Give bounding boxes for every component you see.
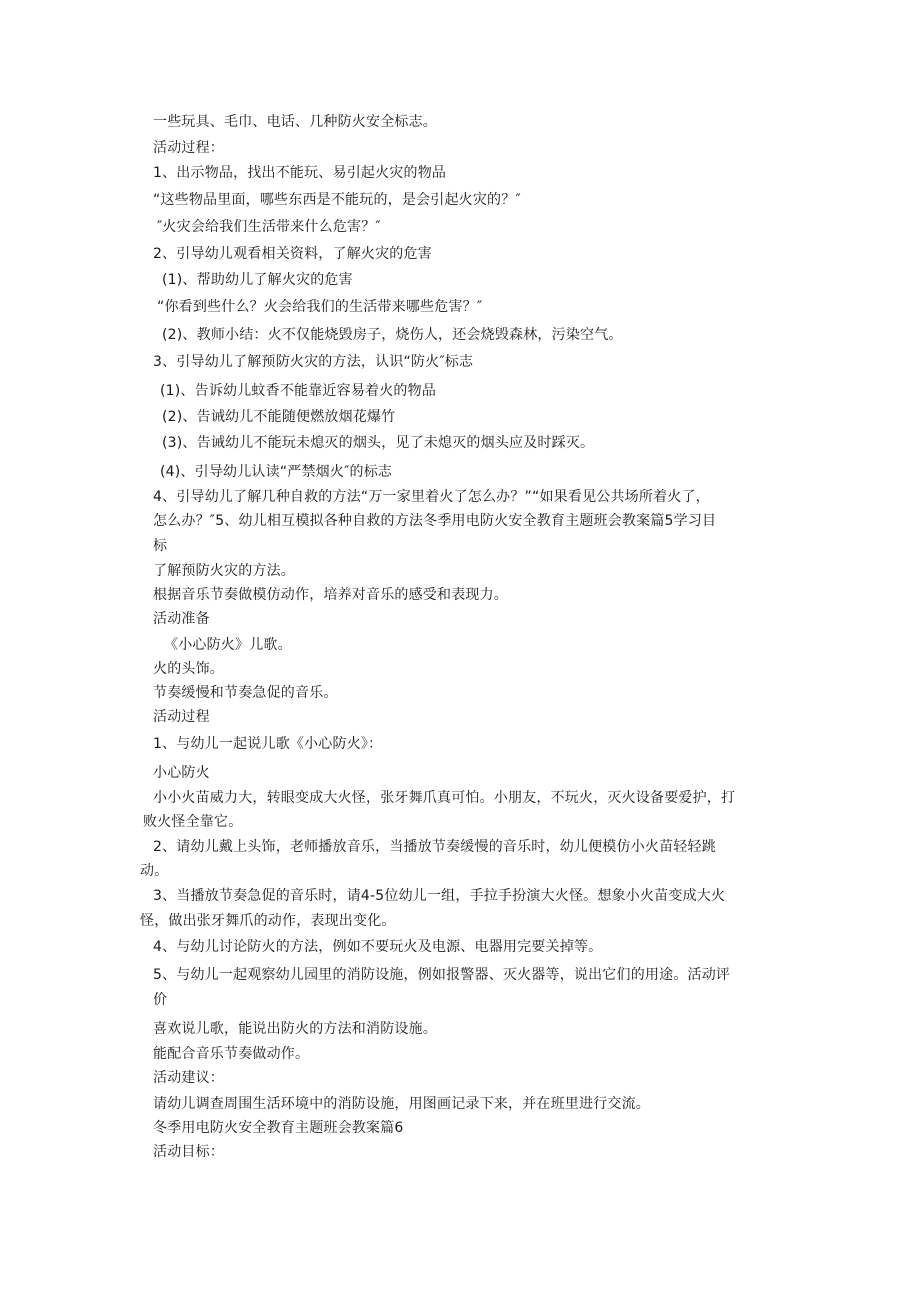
text-line: 2、请幼儿戴上头饰，老师播放音乐，当播放节奏缓慢的音乐时，幼儿便模仿小火苗轻轻跳 <box>153 839 716 855</box>
text-line: “这些物品里面，哪些东西是不能玩的，是会引起火灾的？″ <box>153 192 521 208</box>
text-line: 5、与幼儿一起观察幼儿园里的消防设施，例如报警器、灭火器等，说出它们的用途。活动评 <box>153 967 731 983</box>
text-line: 节奏缓慢和节奏急促的音乐。 <box>153 685 338 701</box>
text-line: 动。 <box>140 863 169 879</box>
text-line: 活动过程 <box>153 709 210 725</box>
text-line: 4、引导幼儿了解几种自救的方法“万一家里着火了怎么办？”“如果看见公共场所着火了， <box>153 489 710 505</box>
text-line: 了解预防火灾的方法。 <box>153 563 295 579</box>
text-line: 请幼儿调查周围生活环境中的消防设施，用图画记录下来，并在班里进行交流。 <box>153 1096 650 1112</box>
text-line: (2)、教师小结：火不仅能烧毁房子，烧伤人，还会烧毁森林，污染空气。 <box>162 327 623 343</box>
text-line: 小心防火 <box>153 765 210 781</box>
text-line: 3、引导幼儿了解预防火灾的方法，认识“防火″标志 <box>153 354 474 370</box>
text-line: (1)、帮助幼儿了解火灾的危害 <box>162 272 353 288</box>
text-line: 根据音乐节奏做模仿动作，培养对音乐的感受和表现力。 <box>153 587 508 603</box>
text-line: 《小心防火》儿歌。 <box>164 637 292 653</box>
text-line: (4)、引导幼儿认读“严禁烟火″的标志 <box>160 464 393 480</box>
text-line: 火的头饰。 <box>153 661 224 677</box>
text-line: 怪，做出张牙舞爪的动作，表现出变化。 <box>140 913 396 929</box>
text-line: 冬季用电防火安全教育主题班会教案篇6 <box>153 1120 404 1136</box>
text-line: 活动过程： <box>153 140 224 156</box>
text-line: (1)、告诉幼儿蚊香不能靠近容易着火的物品 <box>160 383 437 399</box>
text-line: 价 <box>153 992 168 1008</box>
text-line: 小小火苗威力大，转眼变成大火怪，张牙舞爪真可怕。小朋友，不玩火，灭火设备要爱护，打 <box>153 790 736 806</box>
text-line: 2、引导幼儿观看相关资料，了解火灾的危害 <box>153 246 432 262</box>
text-line: 能配合音乐节奏做动作。 <box>153 1046 310 1062</box>
text-line: 败火怪全靠它。 <box>143 814 243 830</box>
text-line: 3、当播放节奏急促的音乐时，请4-5位幼儿一组，手拉手扮演大火怪。想象小火苗变成大火 <box>153 888 726 904</box>
text-line: 1、与幼儿一起说儿歌《小心防火》： <box>153 736 383 752</box>
text-line: (2)、告诫幼儿不能随便燃放烟花爆竹 <box>162 409 396 425</box>
text-line: 标 <box>153 538 168 554</box>
text-line: 活动目标： <box>153 1144 224 1160</box>
text-line: 喜欢说儿歌，能说出防火的方法和消防设施。 <box>153 1021 437 1037</box>
text-line: ″火灾会给我们生活带来什么危害？″ <box>157 219 381 235</box>
text-line: “你看到些什么？火会给我们的生活带来哪些危害？″ <box>157 299 483 315</box>
text-line: 一些玩具、毛巾、电话、几种防火安全标志。 <box>153 114 437 130</box>
text-line: 4、与幼儿讨论防火的方法，例如不要玩火及电源、电器用完要关掉等。 <box>153 939 603 955</box>
text-line: (3)、告诫幼儿不能玩未熄灭的烟头，见了未熄灭的烟头应及时踩灭。 <box>162 435 595 451</box>
text-line: 活动准备 <box>153 611 210 627</box>
text-line: 怎么办？″5、幼儿相互模拟各种自救的方法冬季用电防火安全教育主题班会教案篇5学习目 <box>153 513 717 529</box>
text-line: 1、出示物品，找出不能玩、易引起火灾的物品 <box>153 165 447 181</box>
text-line: 活动建议： <box>153 1070 224 1086</box>
